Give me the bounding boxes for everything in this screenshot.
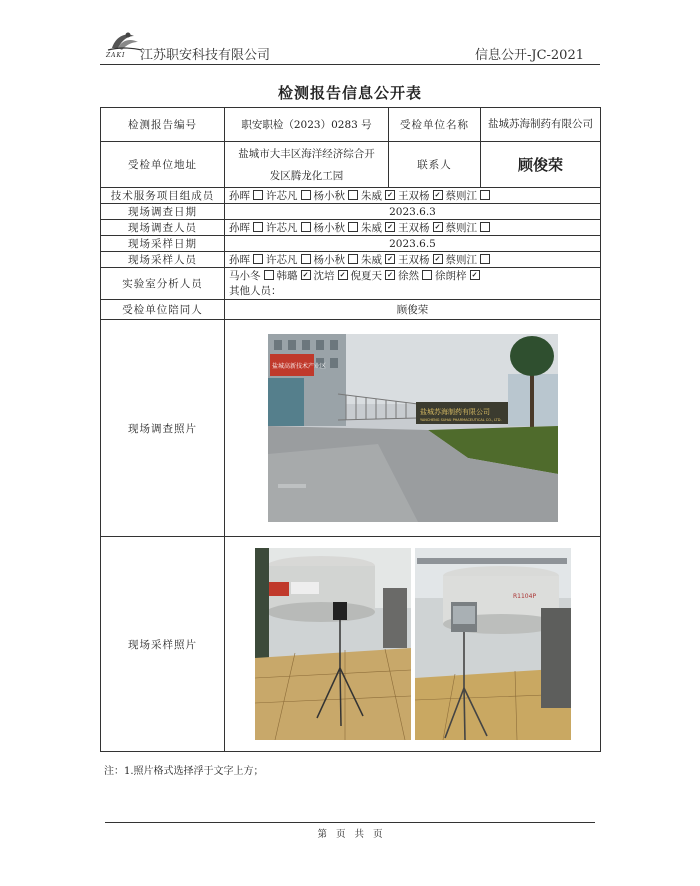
unchecked-checkbox-icon[interactable] <box>301 254 311 264</box>
lab-analysts-list <box>225 268 601 300</box>
checked-checkbox-icon[interactable] <box>470 270 480 280</box>
person-name: 许芯凡 <box>266 190 298 202</box>
table-row <box>101 300 601 320</box>
surveyors-list <box>225 220 601 236</box>
footnote: 注：1.照片格式选择浮于文字上方； <box>104 766 264 777</box>
report-no-value: 职安职检（2023）0283 号 <box>225 108 389 142</box>
sample-photo-cell <box>225 537 601 752</box>
sample-photo-label: 现场采样照片 <box>101 537 225 752</box>
unchecked-checkbox-icon[interactable] <box>253 254 263 264</box>
table-row <box>101 236 601 252</box>
unchecked-checkbox-icon[interactable] <box>253 190 263 200</box>
sampling-photos <box>255 548 571 740</box>
unchecked-checkbox-icon[interactable] <box>480 254 490 264</box>
escort-value: 顾俊荣 <box>225 300 601 320</box>
gate-sign-english: YANCHENG SUHAI PHARMACEUTICAL CO., LTD. <box>419 418 502 422</box>
page-header <box>100 30 600 65</box>
table-row <box>101 188 601 204</box>
unchecked-checkbox-icon[interactable] <box>264 270 274 280</box>
survey-photo <box>268 334 558 522</box>
disclosure-table <box>100 107 601 752</box>
unchecked-checkbox-icon[interactable] <box>301 222 311 232</box>
person-name: 朱威 <box>361 222 382 234</box>
table-row <box>101 108 601 142</box>
table-row <box>101 142 601 188</box>
unit-name-value: 盐城苏海制药有限公司 <box>481 108 601 142</box>
unchecked-checkbox-icon[interactable] <box>348 222 358 232</box>
address-label: 受检单位地址 <box>101 142 225 188</box>
logo-text: ZAKI <box>106 52 126 59</box>
table-row <box>101 204 601 220</box>
contact-value: 顾俊荣 <box>481 142 601 188</box>
surveyors-label: 现场调查人员 <box>101 220 225 236</box>
person-name: 朱威 <box>361 254 382 266</box>
person-name: 沈培 <box>313 269 335 282</box>
person-name: 孙晖 <box>229 254 250 266</box>
checked-checkbox-icon[interactable] <box>338 270 348 280</box>
unchecked-checkbox-icon[interactable] <box>422 270 432 280</box>
checked-checkbox-icon[interactable] <box>433 222 443 232</box>
checked-checkbox-icon[interactable] <box>433 190 443 200</box>
person-name: 许芯凡 <box>266 222 298 234</box>
samplers-list <box>225 252 601 268</box>
checked-checkbox-icon[interactable] <box>301 270 311 280</box>
table-row <box>101 320 601 537</box>
person-name: 朱威 <box>361 190 382 202</box>
person-name: 王双杨 <box>398 190 430 202</box>
other-people-label: 其他人员： <box>229 284 282 297</box>
survey-date-label: 现场调查日期 <box>101 204 225 220</box>
person-name: 徐朗梓 <box>435 269 467 282</box>
person-name: 蔡则江 <box>445 254 477 266</box>
person-name: 徐然 <box>398 269 419 282</box>
report-no-label: 检测报告编号 <box>101 108 225 142</box>
team-members <box>225 188 601 204</box>
checked-checkbox-icon[interactable] <box>385 190 395 200</box>
checked-checkbox-icon[interactable] <box>385 270 395 280</box>
page-title: 检测报告信息公开表 <box>277 84 422 102</box>
address-value: 盐城市大丰区海洋经济综合开发区腾龙化工园 <box>225 142 389 188</box>
document-code: 信息公开-JC-2021 <box>474 48 584 63</box>
checked-checkbox-icon[interactable] <box>385 222 395 232</box>
survey-photo-cell <box>225 320 601 537</box>
roadside-sign: 盐城高新技术产业区 <box>271 363 326 370</box>
lab-analysts-label: 实验室分析人员 <box>101 268 225 300</box>
person-name: 孙晖 <box>229 222 250 234</box>
checked-checkbox-icon[interactable] <box>385 254 395 264</box>
person-name: 杨小秋 <box>313 190 345 202</box>
contact-label: 联系人 <box>389 142 481 188</box>
unchecked-checkbox-icon[interactable] <box>253 222 263 232</box>
person-name: 倪夏天 <box>350 269 382 282</box>
escort-label: 受检单位陪同人 <box>101 300 225 320</box>
person-name: 王双杨 <box>398 254 430 266</box>
survey-photo-label: 现场调查照片 <box>101 320 225 537</box>
survey-date-value: 2023.6.3 <box>225 204 601 220</box>
gate-sign: 盐城苏海制药有限公司 <box>419 408 490 416</box>
table-row <box>101 220 601 236</box>
person-name: 王双杨 <box>398 222 430 234</box>
samplers-label: 现场采样人员 <box>101 252 225 268</box>
person-name: 韩璐 <box>276 269 298 282</box>
sample-date-label: 现场采样日期 <box>101 236 225 252</box>
unchecked-checkbox-icon[interactable] <box>348 254 358 264</box>
table-row <box>101 537 601 752</box>
checked-checkbox-icon[interactable] <box>433 254 443 264</box>
person-name: 蔡则江 <box>445 222 477 234</box>
sample-date-value: 2023.6.5 <box>225 236 601 252</box>
unchecked-checkbox-icon[interactable] <box>301 190 311 200</box>
page-footer: 第 页 共 页 <box>317 829 383 840</box>
table-row <box>101 268 601 300</box>
person-name: 杨小秋 <box>313 254 345 266</box>
tank-label: R1104P <box>512 593 536 600</box>
unchecked-checkbox-icon[interactable] <box>480 222 490 232</box>
unit-name-label: 受检单位名称 <box>389 108 481 142</box>
footer-divider <box>105 822 595 823</box>
person-name: 马小冬 <box>229 269 261 282</box>
person-name: 孙晖 <box>229 190 250 202</box>
team-label: 技术服务项目组成员 <box>101 188 225 204</box>
table-row <box>101 252 601 268</box>
unchecked-checkbox-icon[interactable] <box>348 190 358 200</box>
person-name: 许芯凡 <box>266 254 298 266</box>
person-name: 杨小秋 <box>313 222 345 234</box>
person-name: 蔡则江 <box>445 190 477 202</box>
company-name: 江苏职安科技有限公司 <box>140 48 271 63</box>
unchecked-checkbox-icon[interactable] <box>480 190 490 200</box>
